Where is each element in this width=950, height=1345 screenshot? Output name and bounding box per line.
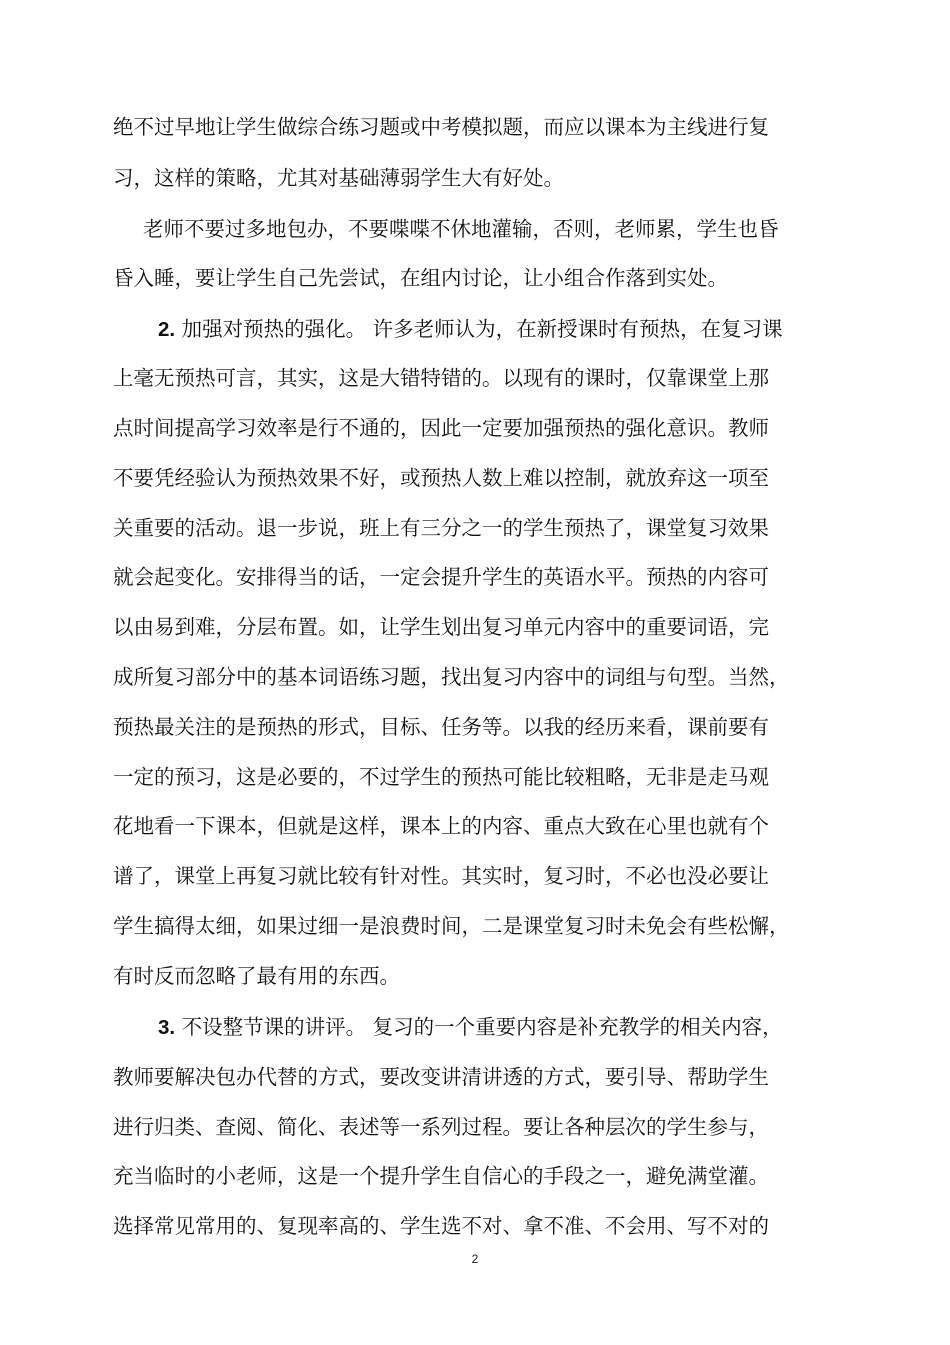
text-line: 关重要的活动。退一步说，班上有三分之一的学生预热了，课堂复习效果 [113, 516, 769, 540]
text-line: 花地看一下课本，但就是这样，课本上的内容、重点大致在心里也就有个 [113, 814, 769, 838]
section-2-first-line: 加强对预热的强化。 许多老师认为，在新授课时有预热，在复习课 [181, 317, 783, 341]
text-line: 预热最关注的是预热的形式，目标、任务等。以我的经历来看，课前要有 [113, 715, 769, 739]
text-line: 成所复习部分中的基本词语练习题，找出复习内容中的词组与句型。当然， [113, 665, 790, 689]
text-line: 就会起变化。安排得当的话，一定会提升学生的英语水平。预热的内容可 [113, 565, 769, 589]
text-line: 谱了，课堂上再复习就比较有针对性。其实时，复习时，不必也没必要让 [113, 864, 769, 888]
text-line: 充当临时的小老师，这是一个提升学生自信心的手段之一，避免满堂灌。 [113, 1164, 769, 1188]
text-line: 教师要解决包办代替的方式，要改变讲清讲透的方式，要引导、帮助学生 [113, 1065, 769, 1089]
section-2-heading-line [158, 315, 783, 344]
text-line: 选择常见常用的、复现率高的、学生选不对、拿不准、不会用、写不对的 [113, 1214, 769, 1238]
text-line: 有时反而忽略了最有用的东西。 [113, 964, 400, 988]
section-number: 3. [158, 1016, 176, 1039]
text-line: 上毫无预热可言，其实，这是大错特错的。以现有的课时，仅靠课堂上那 [113, 366, 769, 390]
text-line: 绝不过早地让学生做综合练习题或中考模拟题，而应以课本为主线进行复 [113, 115, 769, 139]
text-line: 不要凭经验认为预热效果不好，或预热人数上难以控制，就放弃这一项至 [113, 466, 769, 490]
section-3-heading-line [158, 1013, 783, 1042]
text-line: 点时间提高学习效率是行不通的，因此一定要加强预热的强化意识。教师 [113, 416, 769, 440]
page-number: 2 [471, 1252, 479, 1266]
section-3-first-line: 不设整节课的讲评。 复习的一个重要内容是补充教学的相关内容， [181, 1015, 783, 1039]
text-line: 老师不要过多地包办，不要喋喋不休地灌输，否则，老师累，学生也昏 [143, 217, 779, 241]
text-line: 进行归类、查阅、简化、表述等一系列过程。要让各种层次的学生参与， [113, 1115, 769, 1139]
text-line: 昏入睡，要让学生自己先尝试，在组内讨论，让小组合作落到实处。 [113, 266, 728, 290]
text-line: 以由易到难，分层布置。如，让学生划出复习单元内容中的重要词语，完 [113, 615, 769, 639]
text-line: 一定的预习，这是必要的，不过学生的预热可能比较粗略，无非是走马观 [113, 765, 769, 789]
text-line: 习，这样的策略，尤其对基础薄弱学生大有好处。 [113, 166, 564, 190]
text-line: 学生搞得太细，如果过细一是浪费时间，二是课堂复习时未免会有些松懈， [113, 914, 790, 938]
section-number: 2. [158, 318, 176, 341]
